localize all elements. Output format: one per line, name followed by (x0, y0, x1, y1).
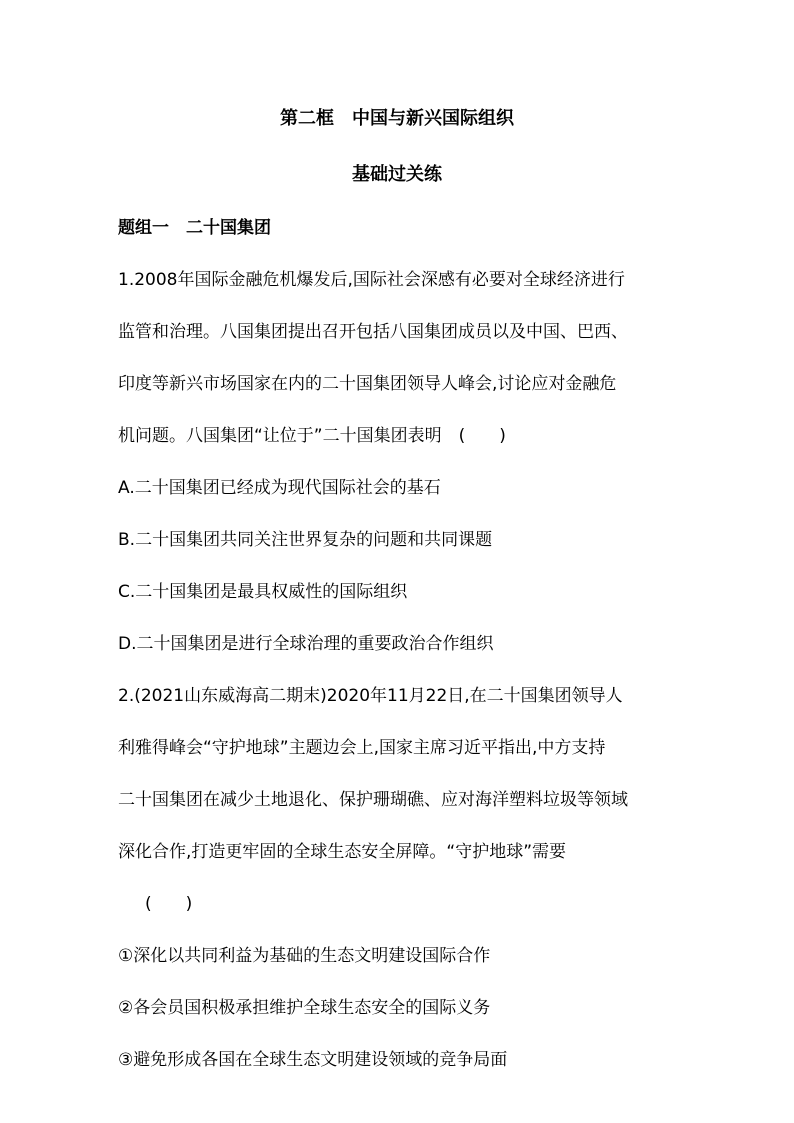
question-2-line: 二十国集团在减少土地退化、保护珊瑚礁、应对海洋塑料垃圾等领域 (118, 790, 628, 810)
section-heading: 题组一 二十国集团 (118, 218, 271, 238)
question-2-line: 利雅得峰会“守护地球”主题边会上,国家主席习近平指出,中方支持 (118, 738, 606, 758)
question-2-line: 深化合作,打造更牢固的全球生态安全屏障。“守护地球”需要 (118, 842, 567, 862)
question-1-option-b: B.二十国集团共同关注世界复杂的问题和共同课题 (118, 530, 493, 550)
page-title: 第二框 中国与新兴国际组织 (280, 108, 514, 129)
question-2-option-1: ①深化以共同利益为基础的生态文明建设国际合作 (118, 946, 491, 966)
question-2-line: 2.(2021山东威海高二期末)2020年11月22日,在二十国集团领导人 (118, 686, 623, 706)
question-1-line: 1.2008年国际金融危机爆发后,国际社会深感有必要对全球经济进行 (118, 270, 625, 290)
question-1-option-c: C.二十国集团是最具权威性的国际组织 (118, 582, 408, 602)
question-1-option-a: A.二十国集团已经成为现代国际社会的基石 (118, 478, 441, 498)
question-1-line: 印度等新兴市场国家在内的二十国集团领导人峰会,讨论应对金融危 (118, 374, 617, 394)
question-2-option-2: ②各会员国积极承担维护全球生态安全的国际义务 (118, 998, 491, 1018)
question-1-line: 监管和治理。八国集团提出召开包括八国集团成员以及中国、巴西、 (118, 322, 628, 342)
question-2-answer-blank: ( ) (128, 894, 193, 914)
question-1-option-d: D.二十国集团是进行全球治理的重要政治合作组织 (118, 634, 494, 654)
question-1-line: 机问题。八国集团“让位于”二十国集团表明 ( ) (118, 426, 506, 446)
page-subtitle: 基础过关练 (352, 164, 442, 185)
question-2-option-3: ③避免形成各国在全球生态文明建设领域的竞争局面 (118, 1050, 508, 1070)
